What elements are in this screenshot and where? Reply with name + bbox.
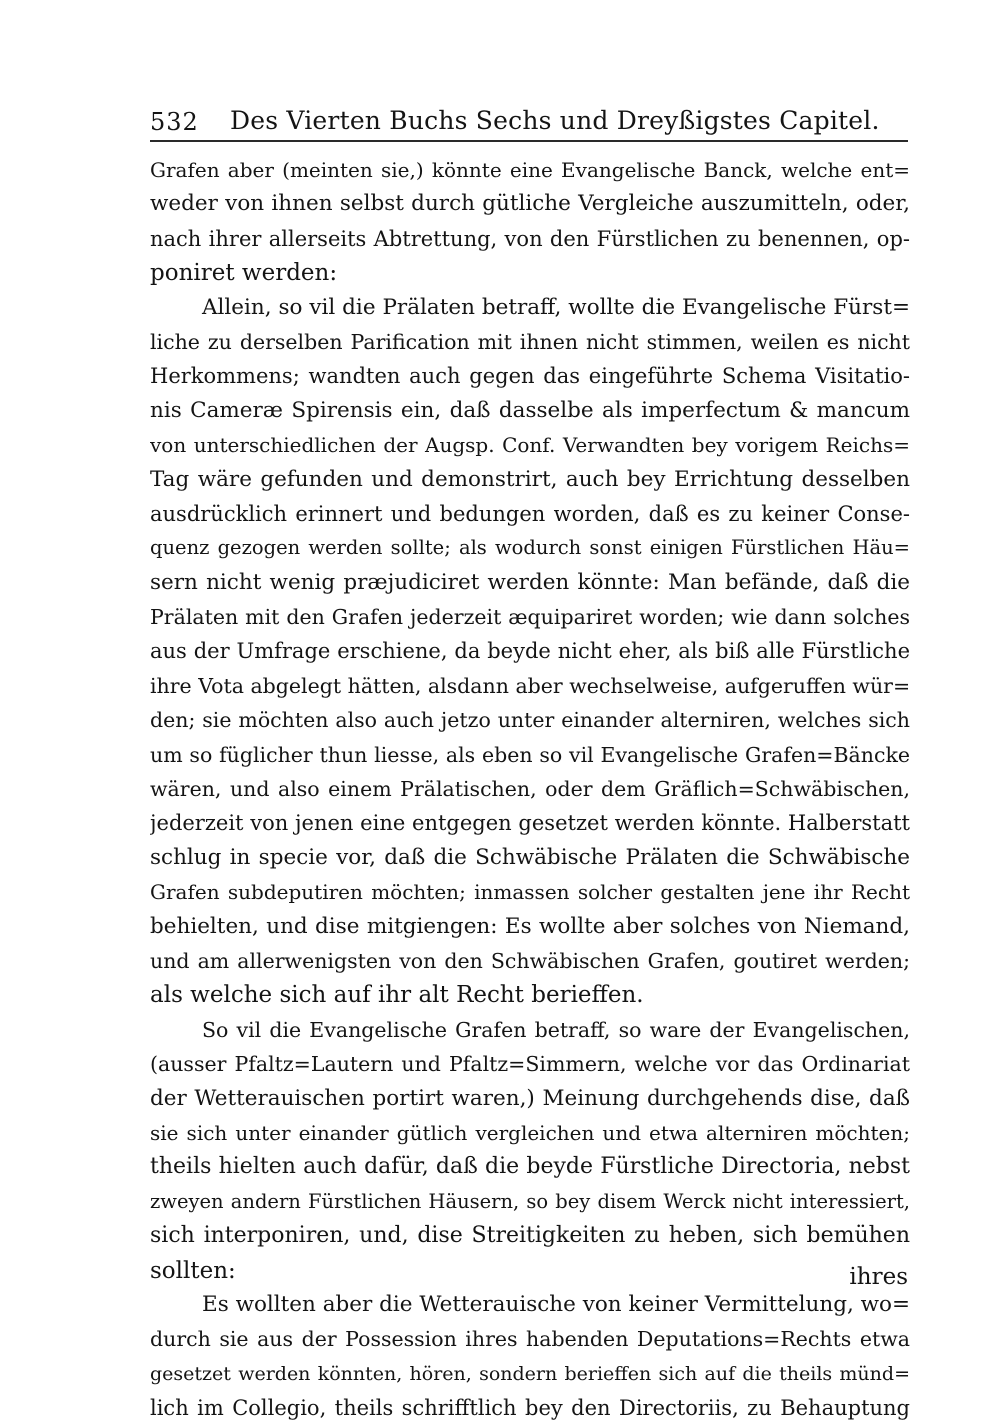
text-line: ausdrücklich erinnert und bedungen worden, daß es zu keiner Conse- (150, 501, 910, 526)
text-line: gesetzet werden könnten, hören, sondern berieffen sich auf die theils münd= (150, 1362, 910, 1385)
text-line: Grafen aber (meinten sie,) könnte eine Evangelische Banck, welche ent= (150, 158, 910, 182)
catchword-row (150, 1260, 910, 1296)
text-line: jederzeit von jenen eine entgegen gesetzet werden könnte. Halberstatt (150, 811, 910, 836)
body-text (150, 153, 910, 1425)
text-line: durch sie aus der Possession ihres habenden Deputations=Rechts etwa (150, 1327, 910, 1352)
text-line: von unterschiedlichen der Augsp. Conf. Verwandten bey vorigem Reichs= (150, 433, 910, 458)
text-line: und am allerwenigsten von den Schwäbischen Grafen, goutiret werden; (150, 948, 910, 973)
text-line: (ausser Pfaltz=Lautern und Pfaltz=Simmern, welche vor das Ordinariat (150, 1052, 910, 1077)
text-line: Herkommens; wandten auch gegen das eingeführte Schema Visitatio- (150, 364, 910, 389)
text-line: quenz gezogen werden sollte; als wodurch sonst einigen Fürstlichen Häu= (150, 536, 910, 560)
text-line: sern nicht wenig præjudiciret werden könnte: Man befände, daß die (150, 569, 910, 595)
text-line: zweyen andern Fürstlichen Häusern, so bey disem Werck nicht interessiert, (150, 1189, 910, 1213)
paragraph-start-line: So vil die Evangelische Grafen betraff, so ware der Evangelischen, (202, 1017, 910, 1042)
text-line: lich im Collegio, theils schrifftlich bey den Directoriis, zu Behauptung (150, 1396, 910, 1421)
text-line: der Wetterauischen portirt waren,) Meinung durchgehends dise, daß (150, 1085, 910, 1111)
header-rule (150, 140, 908, 142)
page-number: 532 (150, 108, 199, 136)
text-line: ihre Vota abgelegt hätten, alsdann aber wechselweise, aufgeruffen wür= (150, 673, 910, 698)
paragraph-start-line: Es wollten aber die Wetterauische von keiner Vermittelung, wo= (202, 1291, 910, 1317)
paragraph-start-line: Allein, so vil die Prälaten betraff, wollte die Evangelische Fürst= (202, 294, 910, 320)
page-header (150, 100, 908, 140)
text-line: nach ihrer allerseits Abtrettung, von den Fürstlichen zu benennen, op- (150, 226, 910, 251)
text-line: Prälaten mit den Grafen jederzeit æquipariret worden; wie dann solches (150, 605, 910, 630)
text-line: sie sich unter einander gütlich vergleichen und etwa alterniren möchten; (150, 1120, 910, 1145)
text-line: weder von ihnen selbst durch gütliche Vergleiche auszumitteln, oder, (150, 191, 910, 217)
text-line: behielten, und dise mitgiengen: Es wollte aber solches von Niemand, (150, 913, 910, 939)
text-line: theils hielten auch dafür, daß die beyde Fürstliche Directoria, nebst (150, 1154, 910, 1180)
text-line: sollten: (150, 1257, 236, 1284)
text-line: um so füglicher thun liesse, als eben so vil Evangelische Grafen=Bäncke (150, 742, 910, 767)
text-line: schlug in specie vor, daß die Schwäbische Prälaten die Schwäbische (150, 844, 910, 870)
text-line: den; sie möchten also auch jetzo unter einander alterniren, welches sich (150, 708, 910, 733)
text-line: wären, und also einem Prälatischen, oder dem Gräflich=Schwäbischen, (150, 777, 910, 802)
text-line: nis Cameræ Spirensis ein, daß dasselbe als imperfectum & mancum (150, 397, 910, 423)
text-line: als welche sich auf ihr alt Recht berieffen. (150, 982, 644, 1009)
text-line: liche zu derselben Parification mit ihnen nicht stimmen, weilen es nicht (150, 329, 910, 354)
catchword: ihres (849, 1264, 908, 1290)
text-line: poniret werden: (150, 260, 338, 287)
text-line: sich interponiren, und, dise Streitigkeiten zu heben, sich bemühen (150, 1223, 910, 1249)
text-line: aus der Umfrage erschiene, da beyde nicht eher, als biß alle Fürstliche (150, 639, 910, 664)
running-head: Des Vierten Buchs Sechs und Dreyßigstes Capitel. (230, 106, 880, 135)
text-line: Grafen subdeputiren möchten; inmassen solcher gestalten jene ihr Recht (150, 880, 910, 905)
text-line: Tag wäre gefunden und demonstrirt, auch bey Errichtung desselben (150, 466, 910, 492)
